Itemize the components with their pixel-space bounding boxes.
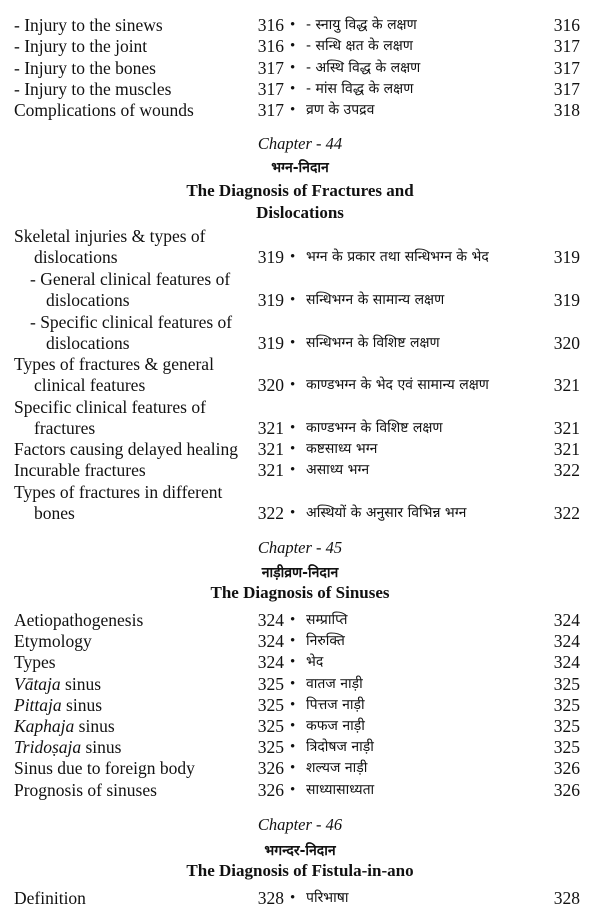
bullet-separator: •: [290, 739, 296, 756]
hindi-page-number: 320: [553, 333, 580, 353]
bullet-separator: •: [290, 462, 296, 478]
english-page-number: 317: [257, 57, 284, 78]
hindi-entry-title: असाध्य भग्न: [306, 462, 370, 478]
english-page-number: 317: [257, 100, 284, 121]
english-page-number: 319: [257, 247, 284, 267]
hindi-page-number: 319: [553, 290, 580, 310]
chapter-title: The Diagnosis of Fractures and: [186, 181, 414, 200]
entry-title-line1: - Specific clinical features of: [30, 312, 233, 332]
bullet-separator: •: [290, 441, 296, 457]
hindi-entry-title: भेद: [306, 654, 324, 671]
entry-title-line1: Specific clinical features of: [14, 397, 206, 417]
entry-title-line2: dislocations: [34, 247, 118, 267]
english-page-number: 322: [257, 503, 284, 523]
entry-title: Pittaja sinus: [14, 694, 102, 715]
hindi-entry-title: साध्यासाध्यता: [306, 781, 375, 798]
hindi-entry-title: पित्तज नाड़ी: [306, 696, 365, 713]
chapter-hindi-title: भग्न-निदान: [271, 160, 329, 176]
hindi-page-number: 328: [553, 888, 580, 908]
hindi-page-number: 318: [553, 100, 580, 121]
bullet-separator: •: [290, 59, 296, 76]
bullet-separator: •: [290, 249, 296, 265]
english-page-number: 324: [257, 610, 284, 630]
hindi-entry-title: कफज नाड़ी: [306, 718, 365, 734]
hindi-entry-title: निरुक्ति: [306, 633, 345, 650]
hindi-entry-title: शल्यज नाड़ी: [306, 760, 368, 777]
english-page-number: 316: [257, 15, 284, 35]
hindi-entry-title: त्रिदोषज नाड़ी: [306, 739, 374, 756]
bullet-separator: •: [290, 633, 296, 650]
english-page-number: 320: [257, 375, 284, 395]
hindi-page-number: 321: [553, 375, 580, 395]
chapter-label: Chapter - 45: [257, 538, 343, 557]
english-page-number: 317: [257, 78, 284, 99]
english-page-number: 324: [257, 652, 284, 673]
entry-title: Incurable fractures: [14, 460, 146, 480]
chapter-title-line2: Dislocations: [256, 203, 344, 222]
english-page-number: 325: [257, 716, 284, 736]
entry-title: - Injury to the muscles: [14, 78, 172, 99]
bullet-separator: •: [290, 335, 296, 351]
bullet-separator: •: [290, 612, 296, 628]
hindi-page-number: 324: [553, 652, 580, 673]
chapter-title: The Diagnosis of Sinuses: [210, 583, 390, 602]
entry-title: Kaphaja sinus: [14, 716, 115, 736]
bullet-separator: •: [290, 760, 296, 777]
bullet-separator: •: [290, 292, 296, 308]
chapter-hindi-title: भगन्दर-निदान: [264, 843, 336, 859]
hindi-page-number: 325: [553, 737, 580, 758]
english-page-number: 325: [257, 694, 284, 715]
bullet-separator: •: [290, 102, 296, 119]
hindi-page-number: 325: [553, 694, 580, 715]
english-page-number: 321: [257, 460, 284, 480]
hindi-entry-title: - स्नायु विद्ध के लक्षण: [306, 17, 417, 33]
entry-title: Complications of wounds: [14, 100, 194, 121]
entry-title-line2: clinical features: [34, 375, 146, 395]
chapter-label: Chapter - 44: [257, 134, 343, 153]
hindi-page-number: 321: [553, 418, 580, 438]
hindi-entry-title: कष्टसाध्य भग्न: [306, 441, 378, 457]
english-page-number: 316: [257, 36, 284, 57]
hindi-page-number: 321: [553, 439, 580, 459]
bullet-separator: •: [290, 654, 296, 671]
hindi-page-number: 317: [553, 36, 580, 57]
hindi-page-number: 316: [553, 15, 580, 35]
hindi-page-number: 325: [553, 673, 580, 694]
hindi-page-number: 319: [553, 247, 580, 267]
english-page-number: 321: [257, 418, 284, 438]
hindi-page-number: 324: [553, 610, 580, 630]
entry-title: - Injury to the joint: [14, 36, 148, 57]
english-page-number: 328: [257, 888, 284, 908]
english-page-number: 319: [257, 290, 284, 310]
bullet-separator: •: [290, 80, 296, 97]
bullet-separator: •: [290, 420, 296, 436]
hindi-page-number: 322: [553, 503, 580, 523]
bullet-separator: •: [290, 675, 296, 692]
hindi-entry-title: - अस्थि विद्ध के लक्षण: [306, 59, 421, 76]
entry-title-line2: bones: [34, 503, 75, 523]
entry-title: Vātaja sinus: [14, 673, 102, 694]
hindi-page-number: 322: [553, 460, 580, 480]
entry-title-line1: Skeletal injuries & types of: [14, 226, 206, 246]
bullet-separator: •: [290, 17, 296, 33]
chapter-hindi-title: नाड़ीव्रण-निदान: [261, 565, 339, 581]
bullet-separator: •: [290, 38, 296, 55]
hindi-entry-title: काण्डभग्न के विशिष्ट लक्षण: [306, 420, 443, 436]
english-page-number: 326: [257, 758, 284, 779]
entry-title-line2: fractures: [34, 418, 96, 438]
entry-title-line1: - General clinical features of: [30, 269, 231, 289]
entry-title: Etymology: [14, 631, 92, 652]
english-page-number: 321: [257, 439, 284, 459]
english-page-number: 319: [257, 333, 284, 353]
entry-title: Types: [14, 652, 56, 673]
entry-title: Factors causing delayed healing: [14, 439, 239, 459]
hindi-entry-title: सन्धिभग्न के विशिष्ट लक्षण: [306, 335, 440, 351]
entry-title: - Injury to the sinews: [14, 15, 163, 35]
hindi-page-number: 324: [553, 631, 580, 652]
chapter-label: Chapter - 46: [257, 815, 343, 834]
hindi-entry-title: व्रण के उपद्रव: [306, 102, 375, 119]
entry-title-line2: dislocations: [46, 333, 130, 353]
entry-title: Definition: [14, 888, 86, 908]
entry-title: Prognosis of sinuses: [14, 779, 157, 800]
entry-title: Tridoṣaja sinus: [14, 737, 122, 758]
bullet-separator: •: [290, 377, 296, 393]
hindi-entry-title: परिभाषा: [306, 890, 349, 906]
entry-title: - Injury to the bones: [14, 57, 156, 78]
entry-title-line2: dislocations: [46, 290, 130, 310]
entry-title: Aetiopathogenesis: [14, 610, 144, 630]
hindi-page-number: 317: [553, 78, 580, 99]
hindi-entry-title: काण्डभग्न के भेद एवं सामान्य लक्षण: [306, 377, 489, 393]
entry-title-line1: Types of fractures & general: [14, 354, 214, 374]
english-page-number: 324: [257, 631, 284, 652]
bullet-separator: •: [290, 505, 296, 521]
hindi-page-number: 325: [553, 716, 580, 736]
bullet-separator: •: [290, 696, 296, 713]
hindi-entry-title: अस्थियों के अनुसार विभिन्न भग्न: [306, 505, 467, 521]
hindi-page-number: 326: [553, 758, 580, 779]
bullet-separator: •: [290, 890, 296, 906]
hindi-entry-title: वातज नाड़ी: [306, 675, 363, 692]
bullet-separator: •: [290, 718, 296, 734]
english-page-number: 326: [257, 779, 284, 800]
hindi-page-number: 317: [553, 57, 580, 78]
hindi-page-number: 326: [553, 779, 580, 800]
hindi-entry-title: भग्न के प्रकार तथा सन्धिभग्न के भेद: [306, 249, 489, 265]
hindi-entry-title: - मांस विद्ध के लक्षण: [306, 80, 414, 97]
hindi-entry-title: सम्प्राप्ति: [306, 612, 348, 628]
english-page-number: 325: [257, 673, 284, 694]
english-page-number: 325: [257, 737, 284, 758]
hindi-entry-title: सन्धिभग्न के सामान्य लक्षण: [306, 292, 445, 308]
bullet-separator: •: [290, 781, 296, 798]
entry-title: Sinus due to foreign body: [14, 758, 195, 779]
hindi-entry-title: - सन्धि क्षत के लक्षण: [306, 38, 413, 55]
chapter-title: The Diagnosis of Fistula-in-ano: [186, 861, 414, 880]
entry-title-line1: Types of fractures in different: [14, 482, 223, 502]
